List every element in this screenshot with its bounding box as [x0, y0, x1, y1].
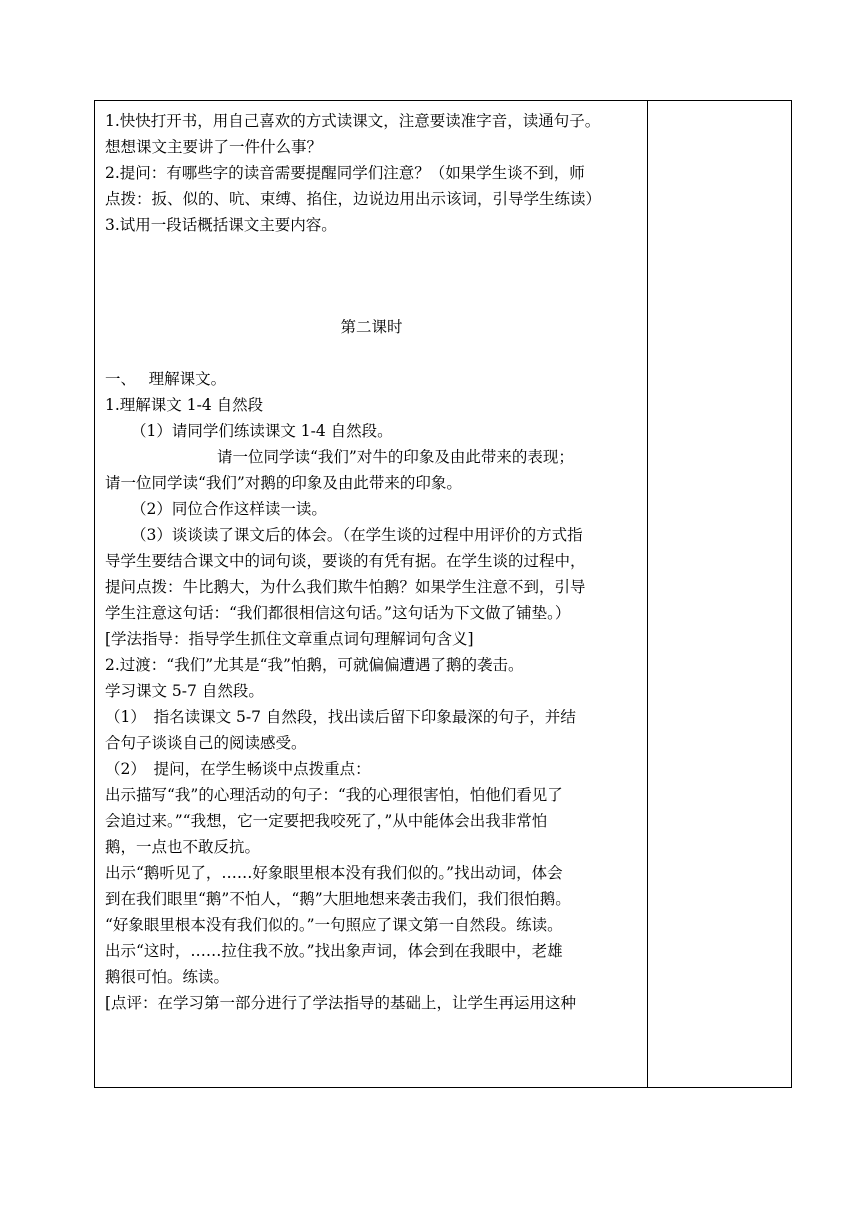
notes-cell	[648, 101, 791, 1087]
lesson-plan-table	[94, 100, 792, 1088]
text-line: （3）谈谈读了课文后的体会。（在学生谈的过程中用评价的方式指	[131, 526, 583, 544]
text-line: （2）同位合作这样读一读。	[131, 500, 327, 518]
text-line: （1）请同学们练读课文 1-4 自然段。	[131, 422, 393, 440]
text-line: （1） 指名读课文 5-7 自然段，找出读后留下印象最深的句子，并结	[105, 708, 576, 726]
text-line: 2.提问：有哪些字的读音需要提醒同学们注意？（如果学生谈不到，师	[105, 164, 585, 182]
text-line: （2） 提问，在学生畅谈中点拨重点：	[105, 760, 371, 778]
text-line: 请一位同学读“我们”对牛的印象及由此带来的表现；	[217, 448, 574, 466]
text-line: 2.过渡：“我们”尤其是“我”怕鹅，可就偏偏遭遇了鹅的袭击。	[105, 656, 524, 674]
text-line: 出示“鹅听见了，……好象眼里根本没有我们似的。”找出动词，体会	[105, 864, 563, 882]
text-line: 合句子谈谈自己的阅读感受。	[105, 734, 307, 752]
text-line: [学法指导：指导学生抓住文章重点词句理解词句含义]	[105, 630, 474, 648]
text-line: 一、 理解课文。	[105, 370, 227, 388]
text-line: 学习课文 5-7 自然段。	[105, 682, 264, 700]
text-line: [点评：在学习第一部分进行了学法指导的基础上，让学生再运用这种	[105, 994, 577, 1012]
text-line: 学生注意这句话：“我们都很相信这句话。”这句话为下文做了铺垫。）	[105, 604, 571, 622]
text-line: 1.理解课文 1-4 自然段	[105, 396, 264, 414]
text-line: 会追过来。”“我想，它一定要把我咬死了，”从中能体会出我非常怕	[105, 812, 548, 830]
text-line: 导学生要结合课文中的词句谈，要谈的有凭有据。在学生谈的过程中，	[105, 552, 586, 570]
text-line: 出示“这时，……拉住我不放。”找出象声词，体会到在我眼中，老雄	[105, 942, 563, 960]
text-line: 请一位同学读“我们”对鹅的印象及由此带来的印象。	[105, 474, 462, 492]
text-line: 到在我们眼里“鹅”不怕人，“鹅”大胆地想来袭击我们，我们很怕鹅。	[105, 890, 571, 908]
text-line: 想想课文主要讲了一件什么事？	[105, 138, 323, 156]
text-line: “好象眼里根本没有我们似的。”一句照应了课文第一自然段。练读。	[105, 916, 563, 934]
text-line: 1.快快打开书，用自己喜欢的方式读课文，注意要读准字音，读通句子。	[105, 112, 601, 130]
text-line: 鹅，一点也不敢反抗。	[105, 838, 261, 856]
lesson-content-cell	[95, 101, 648, 1087]
text-line: 鹅很可怕。练读。	[105, 968, 230, 986]
text-line: 出示描写“我”的心理活动的句子：“我的心理很害怕，怕他们看见了	[105, 786, 563, 804]
section-heading: 第二课时	[340, 318, 403, 336]
text-line: 提问点拨：牛比鹅大，为什么我们欺牛怕鹅？如果学生注意不到，引导	[105, 578, 586, 596]
text-line: 点拨：扳、似的、吭、束缚、掐住，边说边用出示该词，引导学生练读）	[105, 190, 602, 208]
text-line: 3.试用一段话概括课文主要内容。	[105, 216, 337, 234]
